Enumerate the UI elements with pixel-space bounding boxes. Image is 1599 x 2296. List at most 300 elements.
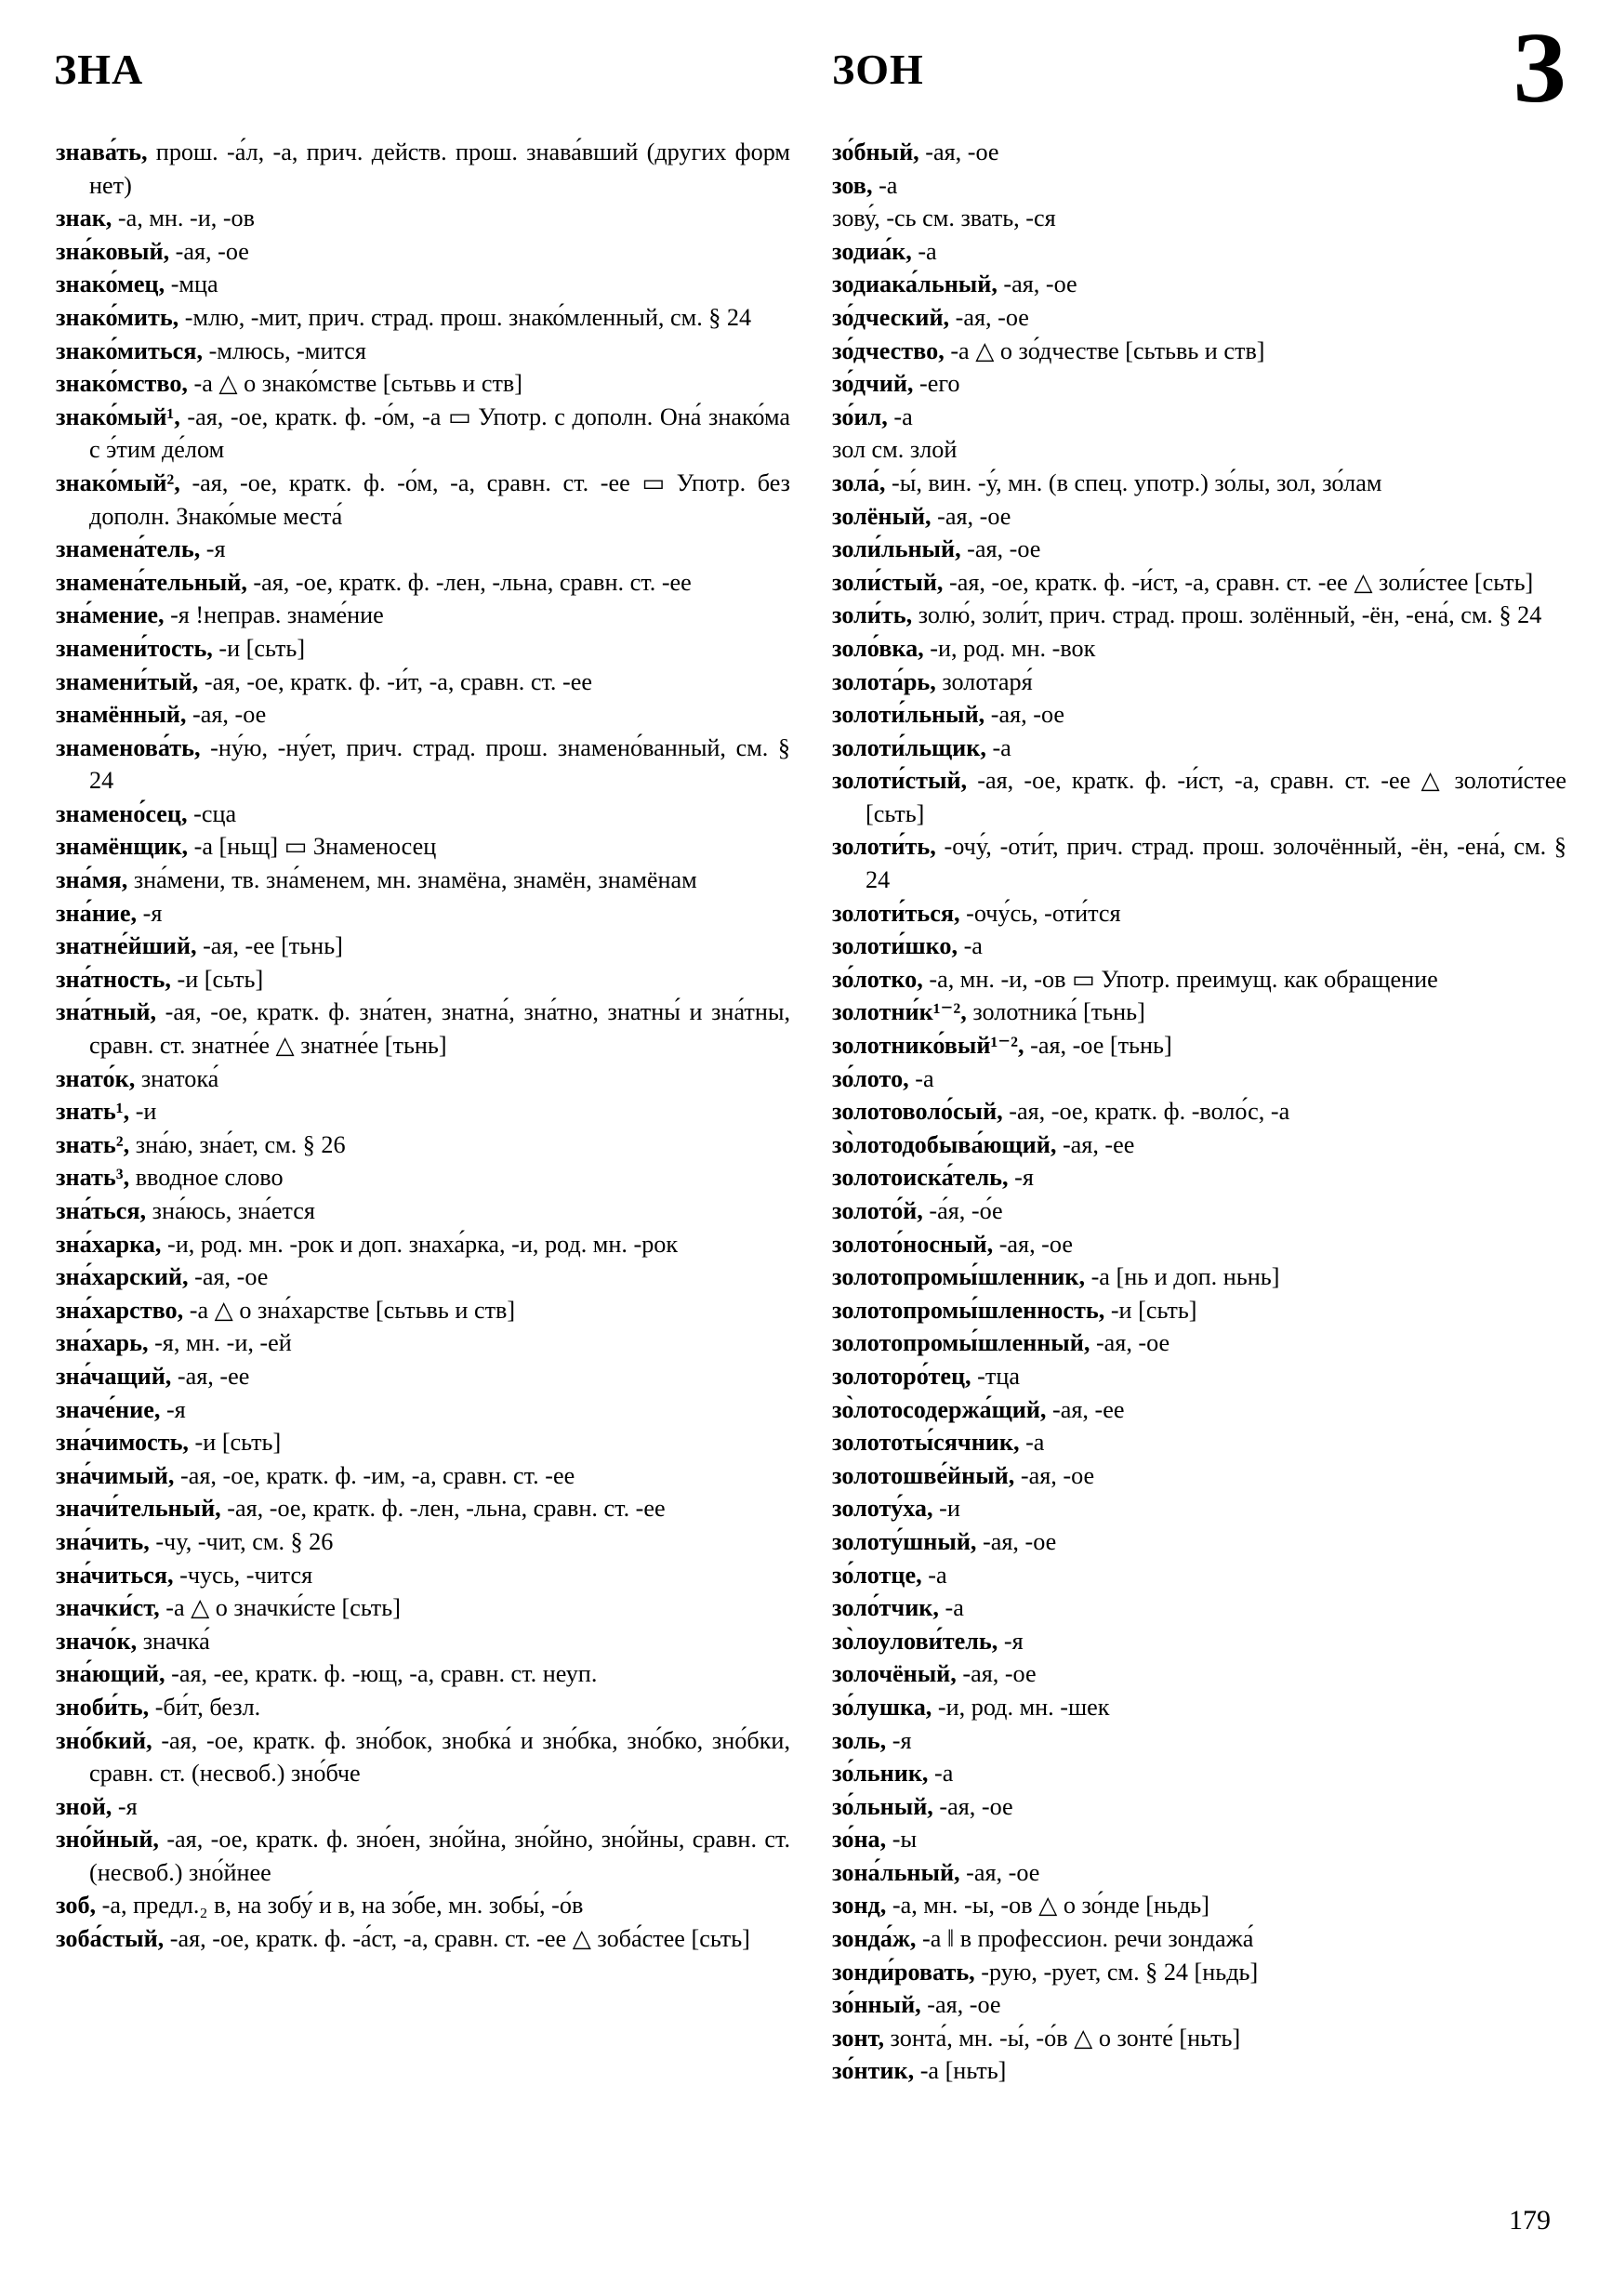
entry-headword: зна́ние,: [56, 899, 138, 927]
entry-headword: золоти́льщик,: [832, 733, 986, 761]
entry-definition: -ая, -ое, кратк. ф. зна́тен, знатна́, зна́тно, знатны́ и зна́тны, сравн. ст. знатне́е △ знатне́е [тьнь]: [89, 998, 790, 1060]
entry-definition: -ая, -ое: [169, 237, 249, 265]
entry-definition: -ая, -ое: [959, 1858, 1040, 1886]
entry-headword: зна́тность,: [56, 965, 171, 993]
entry-headword: зна́ться,: [56, 1197, 147, 1224]
entry-headword: золотопромы́шленность,: [832, 1296, 1105, 1324]
entry-headword: зна́харка,: [56, 1230, 162, 1258]
right-column: [832, 136, 1566, 2088]
dictionary-entry: [56, 1194, 790, 1228]
entry-definition: золотника́ [тьнь]: [966, 998, 1145, 1026]
dictionary-entry: [56, 566, 790, 600]
dictionary-entry: [56, 830, 790, 864]
entry-definition: -я: [200, 535, 226, 563]
entry-headword: зо́льный,: [832, 1792, 933, 1820]
entry-headword: золоти́шко,: [832, 932, 958, 960]
entry-headword: зо́лушка,: [832, 1693, 932, 1721]
entry-headword: зо́бный,: [832, 139, 919, 165]
entry-headword: знамёнщик,: [56, 833, 189, 861]
dictionary-entry: [832, 2054, 1566, 2088]
entry-headword: зо́дчество,: [832, 336, 945, 364]
dictionary-entry: [832, 732, 1566, 765]
entry-definition: -ы: [886, 1826, 918, 1854]
entry-definition: -ая, -ое: [931, 502, 1011, 530]
entry-headword: зо́дчий,: [832, 370, 914, 398]
dictionary-entry: [56, 599, 790, 632]
entry-headword: знак,: [56, 205, 112, 232]
entry-definition: -млюсь, -мится: [203, 336, 366, 364]
entry-headword: зно́йный,: [56, 1826, 159, 1854]
dictionary-entry: [832, 1823, 1566, 1856]
dictionary-entry: [56, 467, 790, 533]
entry-headword: зодиака́льный,: [832, 271, 998, 298]
entry-definition: прош. -а́л, -а, прич. действ. прош. знава́вший (других форм нет): [89, 139, 790, 199]
entry-definition: -рую, -рует, см. § 24 [ньдь]: [974, 1958, 1259, 1986]
entry-headword: зна́харский,: [56, 1263, 189, 1291]
dictionary-entry: [832, 599, 1566, 632]
dictionary-entry: [832, 1559, 1566, 1592]
dictionary-entry: [56, 1459, 790, 1493]
entry-headword: золото́носный,: [832, 1230, 994, 1258]
dictionary-entry: [832, 1988, 1566, 2022]
entry-headword: зоб,: [56, 1892, 97, 1920]
dictionary-entry: [832, 1393, 1566, 1427]
dictionary-entry: [56, 1691, 790, 1724]
entry-definition: золотаря́: [935, 667, 1033, 695]
dictionary-entry: [56, 136, 790, 202]
entry-headword: зо́лотце,: [832, 1561, 922, 1589]
entry-definition: -его: [913, 370, 960, 398]
entry-headword: золотни́к¹⁻²,: [832, 998, 967, 1026]
dictionary-entry: [56, 1393, 790, 1427]
entry-headword: зна́чимость,: [56, 1429, 189, 1457]
dictionary-entry: [56, 1724, 790, 1790]
entry-definition: -ая, -ое: [1014, 1461, 1095, 1489]
entry-definition: -я !неправ. знаме́ние: [164, 601, 384, 629]
entry-definition: -а △ о зна́харстве [сьтьвь и ств]: [183, 1296, 516, 1324]
dictionary-entry: [56, 1492, 790, 1525]
entry-definition: -а △ о знако́мстве [сьтьвь и ств]: [187, 370, 522, 398]
entry-headword: зна́тный,: [56, 998, 157, 1026]
entry-definition: -я: [886, 1726, 912, 1754]
entry-headword: знамена́тельный,: [56, 568, 247, 596]
entry-headword: золото́й,: [832, 1197, 923, 1224]
dictionary-entry: [832, 301, 1566, 335]
entry-definition: -ая, -ое: [997, 271, 1077, 298]
entry-headword: значе́ние,: [56, 1395, 161, 1423]
entry-headword: золёный,: [832, 502, 932, 530]
entry-headword: золо́вка,: [832, 634, 924, 662]
dictionary-entry: [56, 1326, 790, 1360]
dictionary-entry: [56, 1591, 790, 1625]
dictionary-entry: [832, 830, 1566, 896]
entry-definition: -ая, -ое: [985, 701, 1065, 729]
dictionary-entry: [832, 1790, 1566, 1824]
entry-definition: -а: [938, 1594, 964, 1622]
entry-definition: -ы́, вин. -у́, мн. (в спец. употр.) зо́лы, зол, зо́лам: [885, 468, 1382, 496]
entry-definition: -а, мн. -ы, -ов △ о зо́нде [ньдь]: [886, 1892, 1209, 1920]
entry-definition: -би́т, безл.: [149, 1693, 261, 1721]
entry-headword: зна́мя,: [56, 866, 128, 894]
dictionary-entry: [832, 268, 1566, 301]
entry-headword: золи́стый,: [832, 568, 944, 596]
dictionary-entry: [56, 698, 790, 732]
dictionary-entry: [832, 202, 1566, 235]
entry-definition: -и [сьть]: [170, 965, 264, 993]
entry-headword: зоба́стый,: [56, 1925, 165, 1953]
entry-headword: золотоволо́сый,: [832, 1098, 1003, 1126]
dictionary-entry: [832, 467, 1566, 500]
entry-headword: знамённый,: [56, 701, 187, 729]
entry-definition: -ая, -ое, кратк. ф. зно́бок, знобка́ и зно́бка, зно́бко, зно́бки, сравн. ст. (несвоб.) зно́бче: [89, 1726, 790, 1788]
dictionary-entry: [832, 433, 1566, 467]
entry-headword: золотнико́вый¹⁻²,: [832, 1032, 1024, 1060]
entry-definition: -тца: [971, 1362, 1020, 1390]
entry-definition: зол см. злой: [832, 436, 958, 464]
dictionary-entry: [832, 1525, 1566, 1559]
dictionary-entry: [832, 1459, 1566, 1493]
entry-definition: -а ‖ в профессион. речи зондажа́: [916, 1925, 1254, 1953]
dictionary-entry: [832, 1260, 1566, 1294]
entry-definition: -я, мн. -и, -ей: [148, 1329, 292, 1357]
dictionary-entry: [832, 1326, 1566, 1360]
section-letter: З: [1512, 13, 1566, 124]
entry-headword: зо́на,: [832, 1826, 887, 1854]
dictionary-entry: [56, 1657, 790, 1691]
entry-definition: -ая, -ое [тьнь]: [1024, 1032, 1172, 1060]
entry-definition: -ая, -ее: [1046, 1395, 1125, 1423]
dictionary-entry: [56, 897, 790, 930]
dictionary-entry: [832, 533, 1566, 566]
dictionary-entry: [832, 1294, 1566, 1327]
entry-headword: золоти́ться,: [832, 899, 960, 927]
entry-definition: -и [сьть]: [188, 1429, 282, 1457]
dictionary-entry: [56, 1525, 790, 1559]
dictionary-entry: [832, 1691, 1566, 1724]
entry-headword: знамена́тель,: [56, 535, 201, 563]
entry-headword: знако́мец,: [56, 271, 165, 298]
entry-headword: зо́льник,: [832, 1760, 929, 1788]
entry-headword: зонд,: [832, 1892, 887, 1920]
entry-headword: золоту́шный,: [832, 1527, 977, 1555]
entry-definition: -а, предл.₂ в, на зобу́ и в, на зо́бе, мн. зобы́, -о́в: [96, 1892, 584, 1920]
entry-headword: золи́ть,: [832, 601, 913, 629]
entry-definition: -ая, -ое: [993, 1230, 1073, 1258]
dictionary-entry: [56, 335, 790, 368]
entry-definition: -а [ньть]: [914, 2057, 1007, 2085]
entry-headword: зо̀лотосодержа́щий,: [832, 1395, 1047, 1423]
dictionary-entry: [832, 1757, 1566, 1790]
entry-definition: -ая, -ое, кратк. ф. -воло́с, -а: [1002, 1098, 1290, 1126]
entry-definition: -ая, -ое: [918, 139, 999, 165]
entry-definition: -млю, -мит, прич. страд. прош. знако́мленный, см. § 24: [178, 303, 752, 331]
dictionary-entry: [832, 1194, 1566, 1228]
dictionary-entry: [56, 666, 790, 699]
entry-headword: золь,: [832, 1726, 887, 1754]
left-column: [56, 136, 790, 1956]
entry-headword: зно́бкий,: [56, 1726, 152, 1754]
dictionary-entry: [56, 1062, 790, 1096]
entry-definition: -ая, -ое, кратк. ф. -а́ст, -а, сравн. ст. -ее △ зоба́стее [сьть]: [164, 1925, 750, 1953]
dictionary-entry: [56, 202, 790, 235]
entry-definition: -а́я, -о́е: [922, 1197, 1003, 1224]
dictionary-entry: [56, 1559, 790, 1592]
dictionary-entry: [56, 632, 790, 666]
entry-definition: -и, род. мн. -вок: [923, 634, 1096, 662]
entry-headword: зонт,: [832, 2024, 884, 2052]
entry-definition: -ая, -ое: [188, 1263, 269, 1291]
entry-definition: -а, мн. -и, -ов: [112, 205, 256, 232]
entry-headword: значи́тельный,: [56, 1495, 221, 1523]
entry-headword: зна́ющий,: [56, 1660, 165, 1688]
entry-headword: знамено́сец,: [56, 799, 188, 827]
entry-definition: -и [сьть]: [1104, 1296, 1197, 1324]
dictionary-entry: [832, 764, 1566, 830]
entry-definition: -ая, -ее [тьнь]: [196, 932, 343, 960]
dictionary-entry: [832, 666, 1566, 699]
entry-definition: -ая, -ее, кратк. ф. -ющ, -а, сравн. ст. неуп.: [165, 1660, 598, 1688]
entry-definition: -я: [1008, 1164, 1034, 1192]
entry-headword: золо́тчик,: [832, 1594, 939, 1622]
dictionary-entry: [832, 335, 1566, 368]
entry-headword: зна́ковый,: [56, 237, 170, 265]
dictionary-entry: [56, 235, 790, 269]
entry-definition: -ну́ю, -ну́ет, прич. страд. прош. знамено́ванный, см. § 24: [89, 733, 790, 795]
entry-headword: знать²,: [56, 1130, 130, 1158]
entry-headword: зо́ил,: [832, 402, 888, 430]
dictionary-entry: [56, 1625, 790, 1658]
dictionary-entry: [832, 2022, 1566, 2055]
dictionary-entry: [56, 1161, 790, 1194]
entry-definition: -а, мн. -и, -ов ▭ Употр. преимущ. как обращение: [922, 965, 1438, 993]
dictionary-entry: [56, 732, 790, 798]
entry-headword: золотошве́йный,: [832, 1461, 1015, 1489]
dictionary-entry: [832, 930, 1566, 963]
entry-definition: -а: [911, 237, 937, 265]
entry-headword: золотопромы́шленник,: [832, 1263, 1086, 1291]
entry-definition: -очу́сь, -оти́тся: [959, 899, 1121, 927]
entry-definition: зна́юсь, зна́ется: [146, 1197, 315, 1224]
entry-definition: -а: [872, 171, 898, 199]
entry-definition: -а: [985, 733, 1011, 761]
dictionary-entry: [56, 798, 790, 831]
dictionary-entry: [832, 500, 1566, 534]
dictionary-entry: [56, 963, 790, 996]
dictionary-entry: [56, 301, 790, 335]
entry-headword: зноби́ть,: [56, 1693, 150, 1721]
entry-definition: -ая, -ое, кратк. ф. -и́ст, -а, сравн. ст. -ее △ золоти́стее [сьть]: [866, 767, 1566, 827]
entry-definition: -а: [928, 1760, 954, 1788]
entry-definition: -ая, -ое: [976, 1527, 1057, 1555]
entry-headword: знако́мство,: [56, 370, 188, 398]
entry-headword: знаменова́ть,: [56, 733, 201, 761]
entry-definition: -я: [137, 899, 163, 927]
dictionary-entry: [832, 698, 1566, 732]
dictionary-entry: [56, 930, 790, 963]
entry-definition: зонта́, мн. -ы́, -о́в △ о зонте́ [ньть]: [884, 2024, 1241, 2052]
dictionary-entry: [832, 401, 1566, 434]
dictionary-entry: [832, 566, 1566, 600]
entry-headword: зов,: [832, 171, 873, 199]
entry-definition: -а: [887, 402, 913, 430]
entry-headword: зо̀лотодобыва́ющий,: [832, 1130, 1057, 1158]
dictionary-entry: [832, 632, 1566, 666]
entry-definition: -чусь, -чится: [173, 1561, 313, 1589]
entry-definition: -очу́, -оти́т, прич. страд. прош. золочённый, -ён, -ена́, см. § 24: [866, 833, 1566, 894]
dictionary-entry: [832, 1657, 1566, 1691]
entry-definition: -ая, -ее: [171, 1362, 250, 1390]
dictionary-entry: [56, 996, 790, 1062]
entry-definition: -ая, -ое: [949, 303, 1029, 331]
entry-headword: золоти́стый,: [832, 767, 968, 795]
entry-definition: -ая, -ое: [960, 535, 1041, 563]
entry-headword: знако́миться,: [56, 336, 204, 364]
entry-definition: -ая, -ое, кратк. ф. -о́м, -а, сравн. ст. -ее ▭ Употр. без дополн. Знако́мые места́: [89, 468, 790, 530]
entry-definition: -ая, -ое: [186, 701, 267, 729]
dictionary-entry: [832, 996, 1566, 1029]
entry-headword: зна́харство,: [56, 1296, 184, 1324]
dictionary-entry: [832, 1128, 1566, 1162]
entry-headword: зодиа́к,: [832, 237, 912, 265]
entry-headword: зо́лото,: [832, 1064, 909, 1092]
entry-headword: знать¹,: [56, 1098, 130, 1126]
entry-headword: зной,: [56, 1792, 112, 1820]
entry-headword: золоторо́тец,: [832, 1362, 971, 1390]
entry-definition: -а [ньщ] ▭ Знаменосец: [188, 833, 437, 861]
entry-headword: золотопромы́шленный,: [832, 1329, 1090, 1357]
entry-definition: -ая, -ое, кратк. ф. -и́т, -а, сравн. ст. -ее: [198, 667, 592, 695]
entry-definition: -ая, -ое, кратк. ф. -лен, -льна, сравн. ст. -ее: [220, 1495, 666, 1523]
dictionary-entry: [56, 268, 790, 301]
entry-headword: золота́рь,: [832, 667, 936, 695]
entry-definition: -и: [932, 1495, 960, 1523]
entry-headword: значки́ст,: [56, 1594, 160, 1622]
dictionary-entry: [56, 401, 790, 467]
dictionary-entry: [56, 864, 790, 897]
dictionary-entry: [56, 1260, 790, 1294]
dictionary-entry: [56, 1889, 790, 1922]
running-head-right: ЗОН: [832, 46, 924, 93]
entry-headword: зна́читься,: [56, 1561, 174, 1589]
entry-definition: зна́ю, зна́ет, см. § 26: [129, 1130, 346, 1158]
entry-headword: зо́лотко,: [832, 965, 923, 993]
dictionary-entry: [56, 1294, 790, 1327]
dictionary-entry: [832, 963, 1566, 996]
entry-definition: -ая, -ое: [956, 1660, 1037, 1688]
entry-definition: -а: [921, 1561, 947, 1589]
entry-definition: -а: [958, 932, 983, 960]
dictionary-entry: [832, 1625, 1566, 1658]
entry-definition: -я: [160, 1395, 186, 1423]
entry-headword: золоту́ха,: [832, 1495, 933, 1523]
running-head-left: ЗНА: [54, 46, 144, 93]
dictionary-entry: [832, 1889, 1566, 1922]
dictionary-entry: [56, 1823, 790, 1889]
entry-headword: знатне́йший,: [56, 932, 197, 960]
dictionary-entry: [832, 1426, 1566, 1459]
entry-definition: -и: [129, 1098, 157, 1126]
dictionary-entry: [56, 367, 790, 401]
entry-headword: зна́чащий,: [56, 1362, 172, 1390]
entry-definition: знатока́: [135, 1064, 219, 1092]
entry-headword: золототы́сячник,: [832, 1429, 1020, 1457]
entry-definition: -а △ о зо́дчестве [сьтьвь и ств]: [944, 336, 1265, 364]
dictionary-entry: [832, 235, 1566, 269]
entry-headword: знать³,: [56, 1164, 130, 1192]
dictionary-entry: [832, 1856, 1566, 1890]
dictionary-entry: [56, 1128, 790, 1162]
entry-definition: -мца: [165, 271, 218, 298]
dictionary-entry: [832, 1095, 1566, 1128]
entry-headword: золочёный,: [832, 1660, 957, 1688]
dictionary-entry: [832, 169, 1566, 203]
entry-definition: -ая, -ое, кратк. ф. -и́ст, -а, сравн. ст. -ее △ золи́стее [сьть]: [943, 568, 1534, 596]
dictionary-entry: [832, 1724, 1566, 1758]
entry-definition: -ая, -ое: [1090, 1329, 1170, 1357]
entry-headword: знамени́тый,: [56, 667, 199, 695]
entry-headword: зола́,: [832, 468, 886, 496]
entry-headword: зо̀лоулови́тель,: [832, 1627, 998, 1655]
entry-headword: знамени́тость,: [56, 634, 213, 662]
dictionary-entry: [832, 367, 1566, 401]
dictionary-entry: [832, 1922, 1566, 1956]
dictionary-entry: [56, 1426, 790, 1459]
entry-definition: -я: [998, 1627, 1024, 1655]
entry-definition: -а: [908, 1064, 934, 1092]
entry-definition: -а [нь и доп. ньнь]: [1085, 1263, 1280, 1291]
dictionary-entry: [832, 1492, 1566, 1525]
entry-headword: золи́льный,: [832, 535, 961, 563]
entry-definition: -ая, -ое, кратк. ф. -им, -а, сравн. ст. -ее: [174, 1461, 575, 1489]
entry-headword: зна́мение,: [56, 601, 165, 629]
entry-definition: -сца: [187, 799, 237, 827]
entry-headword: золотоиска́тель,: [832, 1164, 1009, 1192]
dictionary-entry: [56, 1922, 790, 1956]
entry-definition: -ая, -ое: [932, 1792, 1013, 1820]
dictionary-entry: [832, 1062, 1566, 1096]
entry-headword: значо́к,: [56, 1627, 138, 1655]
dictionary-entry: [832, 1228, 1566, 1261]
entry-headword: зо́нный,: [832, 1991, 921, 2019]
dictionary-entry: [56, 1228, 790, 1261]
entry-headword: зо́нтик,: [832, 2057, 915, 2085]
page-number: 179: [1509, 2205, 1551, 2236]
entry-definition: -ая, -ое, кратк. ф. -о́м, -а ▭ Употр. с дополн. Она́ знако́ма с э́тим де́лом: [89, 402, 790, 464]
entry-definition: -а: [1019, 1429, 1045, 1457]
dictionary-entry: [832, 1591, 1566, 1625]
entry-headword: знато́к,: [56, 1064, 136, 1092]
dictionary-entry: [56, 533, 790, 566]
entry-definition: -а △ о значки́сте [сьть]: [159, 1594, 401, 1622]
dictionary-entry: [832, 897, 1566, 930]
entry-headword: знако́мить,: [56, 303, 179, 331]
entry-headword: зона́льный,: [832, 1858, 960, 1886]
entry-definition: вводное слово: [129, 1164, 284, 1192]
entry-definition: зову́, -сь см. звать, -ся: [832, 205, 1056, 232]
dictionary-entry: [832, 1956, 1566, 1989]
dictionary-entry: [832, 1161, 1566, 1194]
entry-definition: -и [сьть]: [212, 634, 306, 662]
entry-definition: значка́: [137, 1627, 210, 1655]
dictionary-entry: [832, 136, 1566, 169]
entry-definition: -ая, -ое, кратк. ф. -лен, -льна, сравн. ст. -ее: [246, 568, 692, 596]
dictionary-entry: [56, 1790, 790, 1824]
entry-definition: золю́, золи́т, прич. страд. прош. золённый, -ён, -ена́, см. § 24: [912, 601, 1542, 629]
dictionary-entry: [56, 1360, 790, 1393]
entry-headword: знако́мый²,: [56, 468, 180, 496]
entry-headword: зна́чить,: [56, 1527, 150, 1555]
entry-definition: -ая, -ое: [920, 1991, 1001, 2019]
